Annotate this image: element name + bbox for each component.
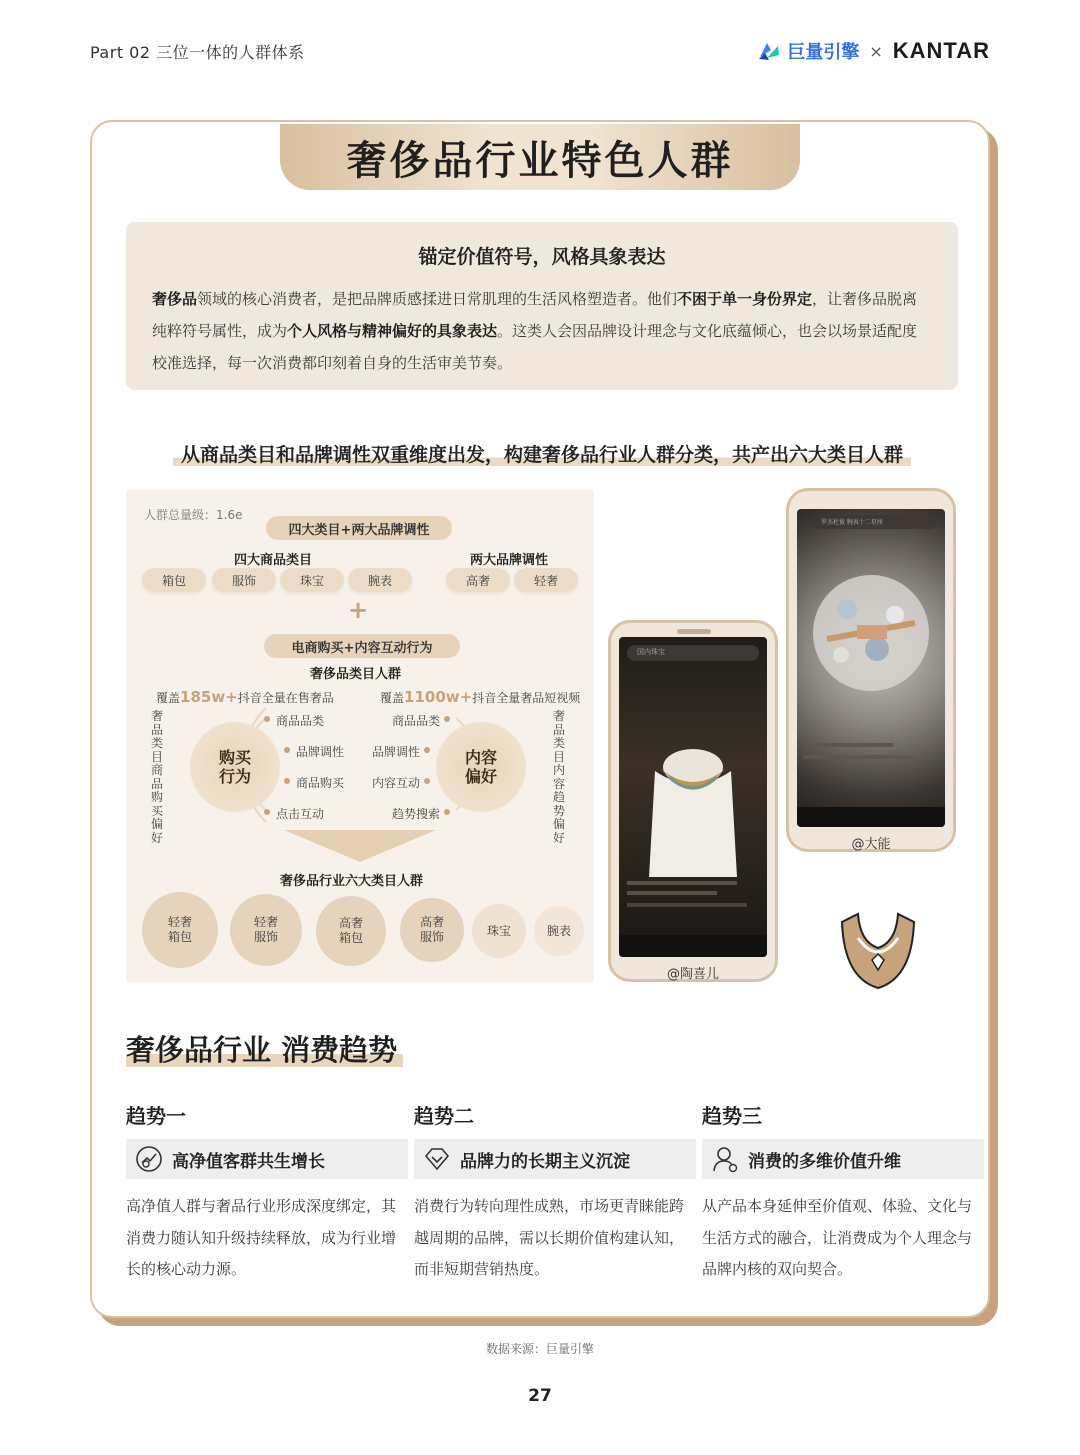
intro-bold-2: 不困于单一身份界定 (677, 290, 813, 308)
crowd-jewelry: 珠宝 (472, 904, 526, 958)
right-vertical-label: 奢品类目内容趋势偏好 (552, 709, 565, 845)
trend-3-bar (702, 1139, 984, 1179)
trend-1-heading: 趋势一 (126, 1104, 186, 1128)
phone-mockup-1 (608, 620, 778, 982)
phone-2-caption: @大能 (851, 837, 891, 852)
content-preference-circle: 内容 偏好 (436, 722, 526, 812)
phone-2-comment-bar[interactable] (797, 807, 945, 827)
crowd-watches: 腕表 (534, 906, 584, 956)
left-cover-post: 抖音全量在售奢品 (237, 691, 334, 705)
trend-3-text: 从产品本身延伸至价值观、体验、文化与生活方式的融合，让消费成为个人理念与品牌内核的双向契合。 (702, 1197, 973, 1278)
left-dot-4 (264, 809, 270, 815)
phone-1-screen (619, 637, 767, 957)
trend-3-bar-label: 消费的多维价值升维 (748, 1151, 901, 1172)
purchase-behavior-circle: 购买 行为 (190, 722, 280, 812)
trend-1-bar-label: 高净值客群共生增长 (172, 1151, 325, 1172)
phone-2-screen (797, 509, 945, 827)
crowd-luxury-bags: 高奢 箱包 (316, 896, 386, 966)
cat-crowd-title: 奢侈品类目人群 (310, 667, 402, 682)
section-subheading (126, 440, 958, 467)
left-dot-3 (284, 778, 290, 784)
right-item-4: 趋势搜索 (392, 807, 441, 821)
intro-text-2: ，让奢侈品脱离纯粹符号属性，成为 (152, 290, 918, 340)
right-cover-pre: 覆盖 (380, 691, 405, 705)
diamond-icon (422, 1144, 452, 1174)
juliang-logo-text: 巨量引擎 (787, 42, 860, 63)
crowd-light-apparel: 轻奢 服饰 (230, 894, 302, 966)
right-cover-num: 1100w+ (404, 688, 473, 706)
right-item-3: 内容互动 (372, 776, 421, 790)
left-item-1: 商品品类 (276, 714, 325, 728)
trend-2-text: 消费行为转向理性成熟，市场更青睐能跨越周期的品牌，需以长期价值构建认知，而非短期营销热度。 (414, 1197, 685, 1278)
intro-box (126, 222, 958, 390)
trend-1-bar (126, 1139, 408, 1179)
left-vertical-label: 奢品类目商品购买偏好 (150, 709, 163, 845)
trend-section-title (126, 1028, 403, 1069)
kantar-logo: KANTAR (892, 38, 990, 63)
trend-2 (414, 1100, 696, 1286)
phone-1-caption-line-2 (627, 891, 717, 895)
phone-1-search-bar[interactable] (627, 645, 759, 661)
phone-mockup-2 (786, 488, 956, 852)
intro-bold-3: 个人风格与精神偏好的具象表达 (287, 322, 498, 340)
logo-separator: × (869, 41, 883, 61)
juliang-logo-icon (757, 40, 781, 62)
trend-2-heading: 趋势二 (414, 1104, 474, 1128)
crowd-diagram (126, 490, 594, 982)
right-item-1: 商品品类 (392, 714, 441, 728)
left-item-3: 商品购买 (296, 776, 345, 790)
four-cat-title-text: 四大商品类目 (234, 553, 313, 568)
top-pill: 四大类目+两大品牌调性 (266, 516, 452, 540)
growth-icon (134, 1144, 164, 1174)
header-section-title: Part 02 三位一体的人群体系 (90, 43, 305, 62)
tone-pill-luxury: 高奢 (446, 568, 510, 592)
cat-pill-bags: 箱包 (142, 568, 206, 592)
intro-text-3: 。这类人会因品牌设计理念与文化底蕴倾心，也会以场景适配度校准选择，每一次消费都印刻着自身的生活审美节奏。 (152, 322, 918, 372)
right-cover-post: 抖音全量奢品短视频 (472, 691, 581, 705)
right-dot-4 (444, 809, 450, 815)
phone-2-search-bar[interactable] (813, 515, 937, 529)
trend-1 (126, 1100, 408, 1286)
right-dot-2 (424, 747, 430, 753)
plus-sign: + (348, 596, 369, 624)
trend-2-bar-label: 品牌力的长期主义沉淀 (460, 1151, 630, 1172)
phone-1-comment-bar[interactable] (619, 935, 767, 957)
left-cover-pre: 覆盖 (156, 691, 181, 705)
left-cover-num: 185w+ (180, 688, 238, 706)
juliang-logo (757, 38, 859, 64)
trend-3-heading: 趋势三 (702, 1104, 762, 1128)
trend-2-bar (414, 1139, 696, 1179)
phone-2-caption-line-2 (803, 755, 913, 759)
trend-section-title-text: 奢侈品行业 消费趋势 (126, 1033, 403, 1067)
right-item-2: 品牌调性 (372, 745, 421, 759)
section-subheading-text: 从商品类目和品牌调性双重维度出发，构建奢侈品行业人群分类，共产出六大类目人群 (173, 444, 911, 466)
intro-paragraph (152, 283, 932, 379)
left-dot-1 (264, 716, 270, 722)
phone-1-search-text: 国内珠宝 (637, 648, 665, 656)
tone-pill-light: 轻奢 (514, 568, 578, 592)
page-title: 奢侈品行业特色人群 (280, 124, 800, 190)
intro-text-1: 领域的核心消费者，是把品牌质感揉进日常肌理的生活风格塑造者。他们 (197, 290, 678, 308)
header-logos (757, 38, 990, 64)
phone-2-search-text: 罗杰杜彼 腕表十二星座 (821, 519, 883, 526)
six-crowd-title: 奢侈品行业六大类目人群 (280, 874, 424, 889)
page-number: 27 (528, 1386, 552, 1406)
two-tone-title: 两大品牌调性 (470, 553, 549, 568)
total-volume: 人群总量级：1.6e (144, 508, 243, 522)
right-dot-3 (424, 778, 430, 784)
phone-2-caption-line-1 (803, 743, 893, 747)
phone-1-caption-line-3 (627, 903, 747, 907)
cat-pill-jewelry: 珠宝 (280, 568, 344, 592)
intro-heading: 锚定价值符号，风格具象表达 (418, 246, 666, 268)
data-source: 数据来源：巨量引擎 (485, 1342, 594, 1356)
cat-pill-watches: 腕表 (348, 568, 412, 592)
necklace-bust-photo (635, 727, 751, 877)
crowd-light-bags: 轻奢 箱包 (142, 892, 218, 968)
left-item-4: 点击互动 (276, 807, 325, 821)
left-dot-2 (284, 747, 290, 753)
right-dot-1 (444, 716, 450, 722)
cat-pill-apparel: 服饰 (212, 568, 276, 592)
user-icon (710, 1144, 740, 1174)
watch-dial-photo (807, 569, 935, 699)
intro-bold-1: 奢侈品 (152, 290, 198, 308)
phone-1-caption-line-1 (627, 881, 737, 885)
trend-3 (702, 1100, 984, 1286)
mid-pill: 电商购买+内容互动行为 (264, 634, 460, 658)
phone-1-caption: @陶喜儿 (666, 967, 719, 982)
phone-1-speaker (677, 629, 711, 634)
crowd-luxury-apparel: 高奢 服饰 (400, 898, 464, 962)
trend-1-text: 高净值人群与奢品行业形成深度绑定，其消费力随认知升级持续释放，成为行业增长的核心动力源。 (126, 1197, 397, 1278)
necklace-icon (832, 908, 924, 992)
left-item-2: 品牌调性 (296, 745, 345, 759)
